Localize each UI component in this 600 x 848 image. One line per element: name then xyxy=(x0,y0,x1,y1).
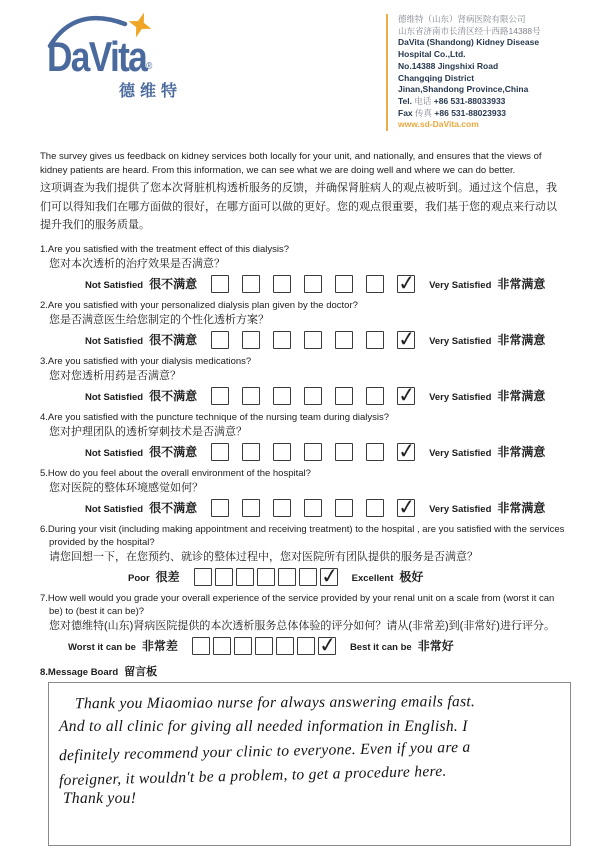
rating-checkbox[interactable] xyxy=(396,382,417,408)
form-body xyxy=(0,150,600,846)
rating-checkbox[interactable] xyxy=(396,326,417,352)
handwritten-line: Thank you Miaomiao nurse for always answering emails fast. xyxy=(74,692,476,712)
question-text-cn: 您对本次透析的治疗效果是否满意？ xyxy=(49,257,225,270)
rating-checkbox[interactable] xyxy=(213,637,231,655)
handwritten-line: definitely recommend your clinic to everyone. Even if you are a xyxy=(58,738,471,764)
rating-checkbox[interactable] xyxy=(242,275,260,293)
rating-checkbox[interactable] xyxy=(304,331,322,349)
rating-checkbox[interactable] xyxy=(366,443,384,461)
rating-checkbox[interactable] xyxy=(304,275,322,293)
rating-checkbox[interactable] xyxy=(335,387,353,405)
rating-checkbox[interactable] xyxy=(211,387,229,405)
davita-logo xyxy=(45,12,215,108)
survey-question xyxy=(40,411,567,463)
check-mark-icon: ✓ xyxy=(396,326,417,352)
rating-checkbox-group xyxy=(211,270,417,296)
rating-checkbox[interactable] xyxy=(299,568,317,586)
check-mark-icon: ✓ xyxy=(317,632,338,658)
rating-scale xyxy=(85,382,567,408)
rating-checkbox[interactable] xyxy=(234,637,252,655)
question-text-cn: 您是否满意医生给您制定的个性化透析方案？ xyxy=(49,313,269,326)
rating-checkbox-group xyxy=(194,563,340,589)
rating-checkbox-group xyxy=(211,438,417,464)
questions-list xyxy=(40,243,567,657)
rating-checkbox[interactable] xyxy=(366,499,384,517)
rating-checkbox[interactable] xyxy=(211,275,229,293)
survey-question xyxy=(40,523,567,588)
scale-right-label: Very Satisfied 非常满意 xyxy=(429,501,546,515)
rating-checkbox[interactable] xyxy=(255,637,273,655)
intro-text-en: The survey gives us feedback on kidney services both locally for your unit, and nationally, and ensures that the views of kidney patients are heard. From this information, we can see what we are doing well and where we can do better. xyxy=(40,151,542,176)
rating-checkbox[interactable] xyxy=(273,387,291,405)
telephone-line: Tel. 电话 +86 531-88033933 xyxy=(398,95,506,106)
rating-scale xyxy=(85,270,567,296)
rating-checkbox[interactable] xyxy=(215,568,233,586)
scale-left-label: Worst it can be 非常差 xyxy=(68,639,178,653)
fax-line: Fax 传真 +86 531-88023933 xyxy=(398,107,507,118)
question-text-en: 1.Are you satisfied with the treatment effect of this dialysis? xyxy=(40,243,290,255)
question-text-cn: 您对德维特(山东)肾病医院提供的本次透析服务总体体验的评分如何？请从(非常差)到(非常好)进行评分。 xyxy=(49,619,555,632)
scale-left-label: Not Satisfied 很不满意 xyxy=(85,501,198,515)
rating-checkbox[interactable] xyxy=(211,443,229,461)
rating-checkbox[interactable] xyxy=(242,387,260,405)
rating-checkbox[interactable] xyxy=(366,275,384,293)
rating-checkbox[interactable] xyxy=(297,637,315,655)
rating-checkbox[interactable] xyxy=(304,443,322,461)
rating-checkbox[interactable] xyxy=(257,568,275,586)
rating-checkbox-group xyxy=(211,382,417,408)
rating-checkbox-group xyxy=(192,632,338,658)
rating-checkbox[interactable] xyxy=(242,443,260,461)
rating-checkbox[interactable] xyxy=(242,499,260,517)
rating-checkbox-group xyxy=(211,326,417,352)
rating-checkbox[interactable] xyxy=(335,499,353,517)
scale-right-label: Excellent 极好 xyxy=(351,570,424,584)
rating-scale xyxy=(85,438,567,464)
address-line: No.14388 Jingshixi Road xyxy=(398,60,499,71)
rating-checkbox[interactable] xyxy=(319,563,340,589)
message-text xyxy=(59,691,564,811)
survey-question xyxy=(40,355,567,407)
rating-checkbox[interactable] xyxy=(236,568,254,586)
survey-question xyxy=(40,467,567,519)
scale-right-label: Very Satisfied 非常满意 xyxy=(429,333,546,347)
rating-scale xyxy=(85,326,567,352)
rating-checkbox[interactable] xyxy=(317,632,338,658)
scale-left-label: Not Satisfied 很不满意 xyxy=(85,277,198,291)
check-mark-icon: ✓ xyxy=(396,270,417,296)
rating-checkbox[interactable] xyxy=(194,568,212,586)
rating-checkbox[interactable] xyxy=(211,499,229,517)
rating-scale xyxy=(128,563,567,589)
question-text-cn: 请您回想一下，在您预约、就诊的整体过程中，您对医院所有团队提供的服务是否满意？ xyxy=(49,550,478,563)
website-url: www.sd-DaVita.com xyxy=(398,119,479,130)
question-text-cn: 您对护理团队的透析穿刺技术是否满意？ xyxy=(49,425,247,438)
survey-question xyxy=(40,299,567,351)
rating-scale xyxy=(68,632,567,658)
address-line: Hospital Co.,Ltd. xyxy=(398,49,466,60)
scale-left-label: Not Satisfied 很不满意 xyxy=(85,389,198,403)
message-board-label: 8.Message Board 留言板 xyxy=(40,665,158,678)
rating-checkbox[interactable] xyxy=(366,387,384,405)
registered-trademark-icon: ® xyxy=(146,61,153,72)
check-mark-icon: ✓ xyxy=(396,382,417,408)
rating-checkbox[interactable] xyxy=(335,275,353,293)
question-text-en: 3.Are you satisfied with your dialysis medications? xyxy=(40,355,252,367)
address-line: Jinan,Shandong Province,China xyxy=(398,84,529,95)
question-text-en: 6.During your visit (including making appointment and receiving treatment) to the hospital , are you satisfied with the services provided by the hospital? xyxy=(40,523,565,548)
handwritten-line: foreigner, it wouldn't be a problem, to get a procedure here. xyxy=(58,762,447,789)
rating-scale xyxy=(85,494,567,520)
question-text-cn: 您对您透析用药是否满意？ xyxy=(49,369,181,382)
check-mark-icon: ✓ xyxy=(319,563,340,589)
question-text-en: 2.Are you satisfied with your personalized dialysis plan given by the doctor? xyxy=(40,299,358,311)
brand-wordmark: DaVita® xyxy=(47,33,153,80)
scale-right-label: Very Satisfied 非常满意 xyxy=(429,277,546,291)
scale-left-label: Not Satisfied 很不满意 xyxy=(85,333,198,347)
scale-right-label: Best it can be 非常好 xyxy=(349,639,454,653)
message-board-input[interactable] xyxy=(48,682,571,846)
survey-question xyxy=(40,243,567,295)
form-header xyxy=(0,0,600,140)
rating-checkbox[interactable] xyxy=(273,499,291,517)
scale-left-label: Not Satisfied 很不满意 xyxy=(85,445,198,459)
question-text-en: 4.Are you satisfied with the puncture technique of the nursing team during dialysis? xyxy=(40,411,390,423)
check-mark-icon: ✓ xyxy=(396,438,417,464)
question-text-cn: 您对医院的整体环境感觉如何？ xyxy=(49,481,203,494)
rating-checkbox[interactable] xyxy=(366,331,384,349)
rating-checkbox[interactable] xyxy=(242,331,260,349)
rating-checkbox[interactable] xyxy=(273,331,291,349)
rating-checkbox[interactable] xyxy=(273,275,291,293)
rating-checkbox[interactable] xyxy=(211,331,229,349)
address-line: DaVita (Shandong) Kidney Disease xyxy=(398,37,540,48)
rating-checkbox[interactable] xyxy=(304,387,322,405)
rating-checkbox[interactable] xyxy=(396,438,417,464)
rating-checkbox[interactable] xyxy=(335,443,353,461)
check-mark-icon: ✓ xyxy=(396,494,417,520)
address-line: Changqing District xyxy=(398,72,475,83)
handwritten-line: And to all clinic for giving all needed information in English. I xyxy=(59,717,468,735)
rating-checkbox[interactable] xyxy=(273,443,291,461)
rating-checkbox-group xyxy=(211,494,417,520)
scale-right-label: Very Satisfied 非常满意 xyxy=(429,389,546,403)
handwritten-line: Thank you! xyxy=(63,789,137,807)
address-line: 山东省济南市长清区经十西路14388号 xyxy=(398,25,541,36)
question-text-en: 7.How well would you grade your overall experience of the service provided by your renal unit on a scale from (worst it can be) to (best it can be)? xyxy=(40,592,555,617)
rating-checkbox[interactable] xyxy=(278,568,296,586)
rating-checkbox[interactable] xyxy=(335,331,353,349)
question-text-en: 5.How do you feel about the overall environment of the hospital? xyxy=(40,467,311,479)
address-line: 德维特（山东）肾病医院有限公司 xyxy=(398,14,526,24)
intro-text-cn: 这项调查为我们提供了您本次肾脏机构透析服务的反馈，并确保肾脏病人的观点被听到。通过这个信息，我们可以得知我们在哪方面做的很好，在哪方面可以做的更好。您的观点很重要，我们基于您的观点来行动以提升我们的服务质量。 xyxy=(40,182,557,231)
brand-chinese-name: 德维特 xyxy=(119,83,183,100)
survey-question xyxy=(40,592,567,657)
scale-right-label: Very Satisfied 非常满意 xyxy=(429,445,546,459)
rating-checkbox[interactable] xyxy=(396,270,417,296)
rating-checkbox[interactable] xyxy=(396,494,417,520)
rating-checkbox[interactable] xyxy=(304,499,322,517)
hospital-address-block xyxy=(386,14,588,131)
rating-checkbox[interactable] xyxy=(276,637,294,655)
scale-left-label: Poor 很差 xyxy=(128,570,180,584)
intro-paragraph xyxy=(40,150,567,235)
rating-checkbox[interactable] xyxy=(192,637,210,655)
